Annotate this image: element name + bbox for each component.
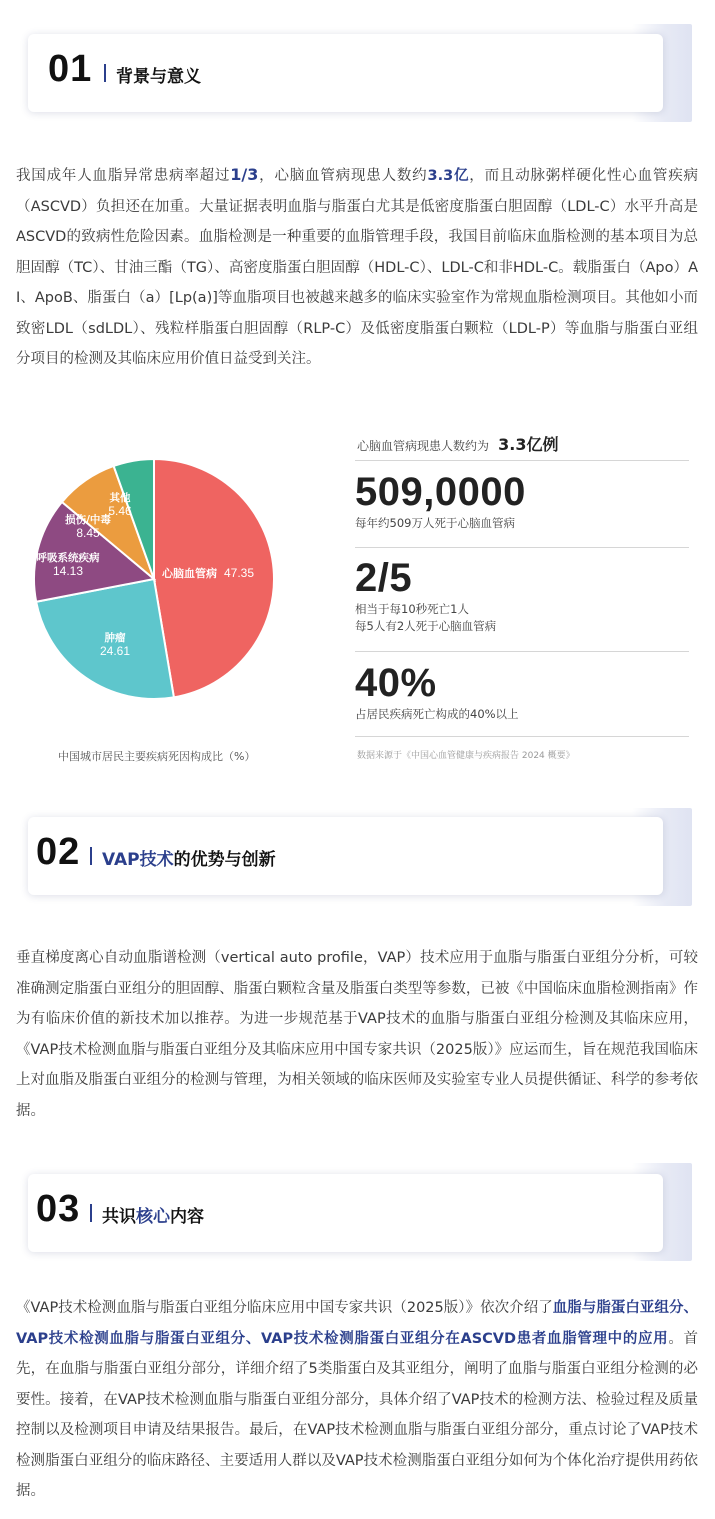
section-title [102,1202,204,1227]
infographic-header [357,432,558,455]
stat-value: 2/5 [355,556,413,600]
text: 。首先，在血脂与脂蛋白亚组分部分，详细介绍了5类脂蛋白及其亚组分，阐明了血脂与脂蛋白亚组分检测的必要性。接着，在VAP技术检测血脂与脂蛋白亚组分部分，具体介绍了VAP技术的检测方法、检验过程及质量控制以及检测项目申请及结果报告。最后，在VAP技术检测血脂与脂蛋白亚组分部分，重点讨论了VAP技术检测脂蛋白亚组分的临床路径、主要适用人群以及VAP技术检测脂蛋白亚组分如何为个体化治疗提供用药依据。 [16,1330,698,1499]
slice-value: 14.13 [52,564,84,578]
text: 我国成年人血脂异常患病率超过 [16,168,231,184]
paragraph-consensus [16,1293,698,1507]
text: ，而且动脉粥样硬化性心血管疾病（ASCVD）负担还在加重。大量证据表明血脂与脂蛋白尤其是低密度脂蛋白胆固醇（LDL-C）水平升高是ASCVD的致病性危险因素。血脂检测是一种重要的血脂管理手段，我国目前临床血脂检测的基本项目为总胆固醇（TC）、甘油三酯（TG）、高密度脂蛋白胆固醇（HDL-C）、LDL-C和非HDL-C。载脂蛋白（Apo）A Ⅰ、ApoB、脂蛋白（a）[Lp(a)]等血脂项目也被越来越多的临床实验室作为常规血脂检测项目。其他如小而致密LDL（sdLDL）、残粒样脂蛋白胆固醇（RLP-C）及低密度脂蛋白颗粒（LDL-P）等血脂与脂蛋白亚组分项目的检测及其临床应用价值日益受到关注。 [16,168,699,367]
slice-value: 8.45 [76,526,100,540]
section-number: 02 [36,831,81,873]
paragraph-background [16,160,698,375]
slice-label: 呼吸系统疾病 [36,552,100,564]
section-divider [90,1204,92,1222]
divider [355,651,689,652]
header-text: 心脑血管病现患人数约为 [357,439,490,453]
highlight-topics: 血脂与脂蛋白亚组分、VAP技术检测血脂与脂蛋白亚组分、VAP技术检测脂蛋白亚组分在ASCVD患者血脂管理中的应用 [16,1300,698,1347]
section-header-03 [28,1174,663,1252]
slice-value: 5.46 [108,504,132,518]
stat-desc: 相当于每10秒死亡1人 [355,602,469,616]
stat-desc: 每年约509万人死于心脑血管病 [355,516,515,530]
section-title-highlight: VAP技术 [102,850,174,870]
slice-label: 肿瘤 [104,632,126,644]
section-number: 01 [48,48,93,90]
stat-desc: 占居民疾病死亡构成的40%以上 [355,707,519,721]
section-title [102,845,276,870]
stat-value: 509,0000 [355,470,526,514]
section-title-text: 内容 [170,1207,204,1227]
section-title-text: 共识 [102,1207,136,1227]
paragraph-vap: 垂直梯度离心自动血脂谱检测（vertical auto profile，VAP）技术应用于血脂与脂蛋白亚组分分析，可较准确测定脂蛋白亚组分的胆固醇、脂蛋白颗粒含量及脂蛋白类型等参数，已被《中国临床血脂检测指南》作为有临床价值的新技术加以推荐。为进一步规范基于VAP技术的血脂与脂蛋白亚组分检测及其临床应用，《VAP技术检测血脂与脂蛋白亚组分及其临床应用中国专家共识（2025版）》应运而生，旨在规范我国临床上对血脂及脂蛋白亚组分的检测与管理，为相关领域的临床医师及实验室专业人员提供循证、科学的参考依据。 [16,950,698,1119]
highlight-ratio: 1/3 [230,165,259,184]
text: ，心脑血管病现患人数约 [258,168,428,184]
section-divider [104,64,106,82]
slice-label: 心脑血管病 [162,567,217,580]
section-title [116,62,201,87]
data-source: 数据来源于《中国心血管健康与疾病报告 2024 概要》 [357,751,575,761]
section-title-highlight: 核心 [136,1207,170,1227]
stat-desc: 每5人有2人死于心脑血管病 [355,619,497,633]
stat-block [355,661,519,722]
section-header-02 [28,817,663,895]
divider [355,460,689,461]
stat-value: 40% [355,661,437,705]
text: 《VAP技术检测血脂与脂蛋白亚组分临床应用中国专家共识（2025版）》依次介绍了 [16,1300,553,1316]
stat-block [355,470,526,531]
divider [355,547,689,548]
header-value: 3.3亿例 [498,435,559,454]
section-title-text: 的优势与创新 [173,850,276,870]
divider [355,736,689,737]
slice-value: 47.35 [224,566,255,580]
section-number: 03 [36,1188,81,1230]
pie-chart [20,445,320,725]
section-title-text: 背景与意义 [116,67,201,87]
slice-value: 24.61 [99,644,131,658]
highlight-count: 3.3亿 [427,168,470,184]
section-divider [90,847,92,865]
slice-label: 其他 [109,492,131,504]
slice-label: 损伤/中毒 [65,514,111,526]
stat-block [355,556,496,635]
chart-caption: 中国城市居民主要疾病死因构成比（%） [58,750,256,763]
section-header-01 [28,34,663,112]
